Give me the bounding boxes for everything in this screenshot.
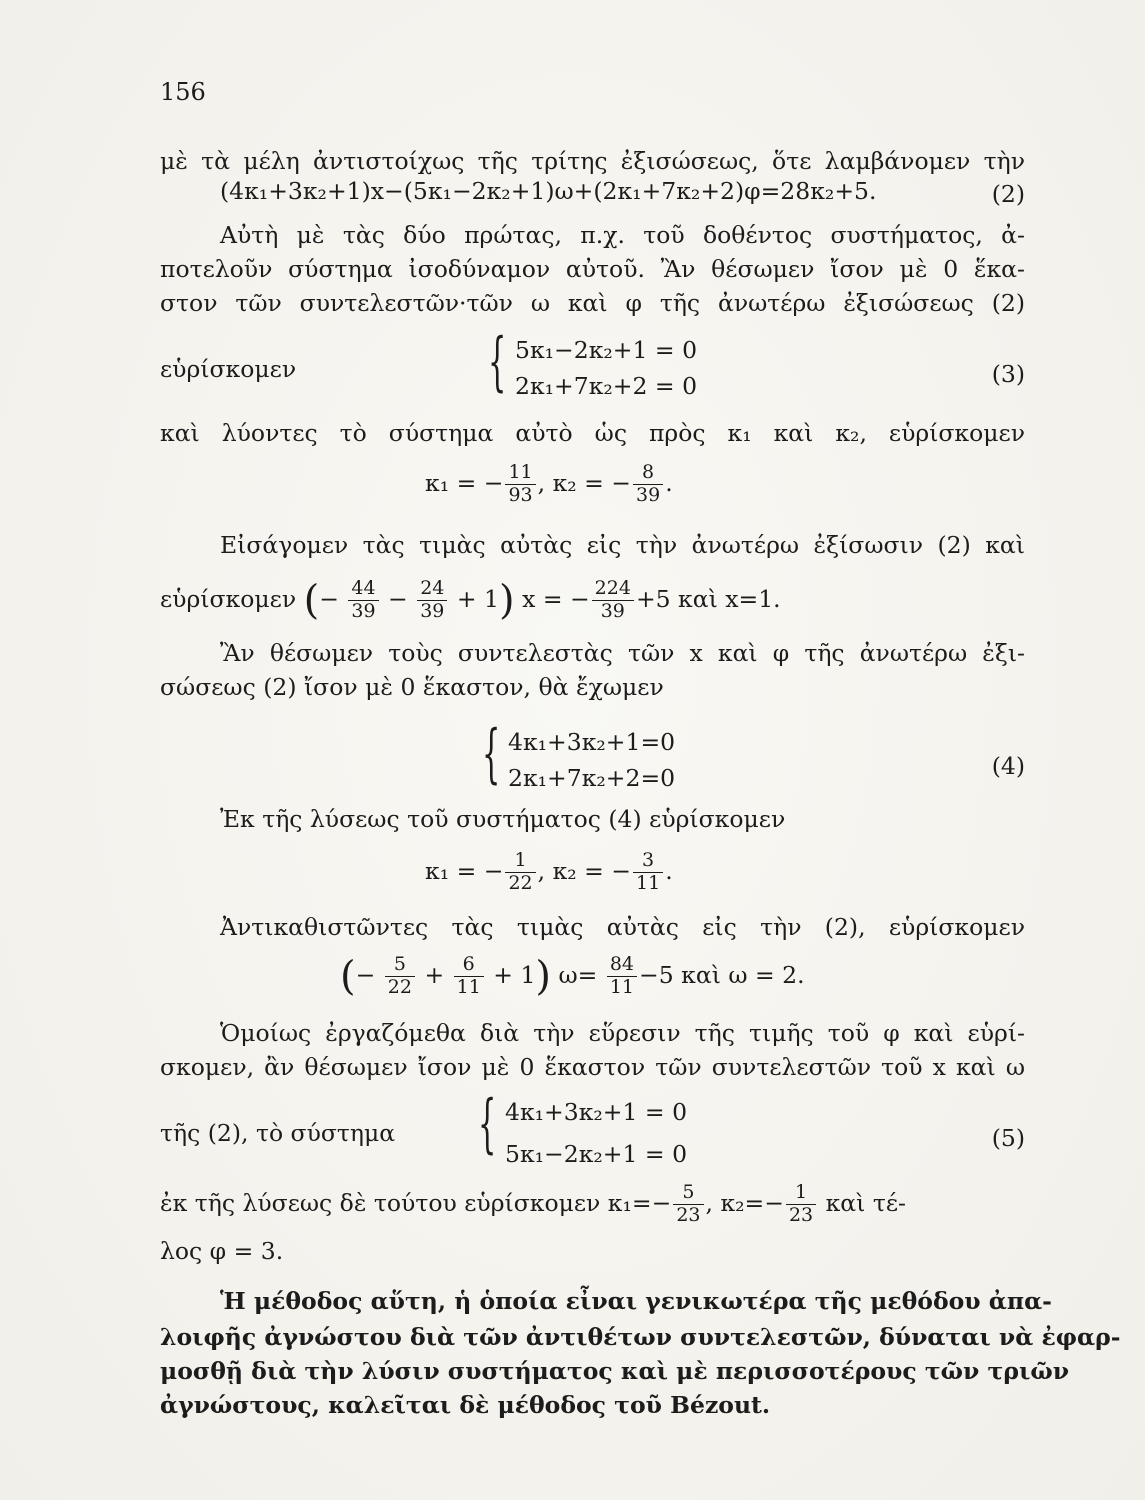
page-number: 156 xyxy=(160,78,206,106)
text-line: ποτελοῦν σύστημα ἰσοδύναμον αὐτοῦ. Ἂν θέσωμεν ἴσον μὲ 0 ἕκα- xyxy=(160,255,1025,283)
substitution-1: εὑρίσκομεν (− $\frac{44}{39}$ − $\frac{24}{39}$ + 1) x = − $\frac{224}{39}$ +5 καὶ x=1. xyxy=(160,577,781,624)
fraction: $\frac{5}{22}$ xyxy=(385,954,415,999)
substitution-2: (− $\frac{5}{22}$ + $\frac{6}{11}$ + 1) ω= $\frac{84}{11}$ −5 καὶ ω = 2. xyxy=(340,953,805,1000)
text-line: λοιφῆς ἀγνώστου διὰ τῶν ἀντιθέτων συντελεστῶν, δύναται νὰ ἐφαρ- xyxy=(160,1323,1121,1351)
system-equation: 4κ₁+3κ₂+1=0 xyxy=(508,728,676,756)
text-line: σώσεως (2) ἴσον μὲ 0 ἕκαστον, θὰ ἔχωμεν xyxy=(160,673,664,701)
text-line: μὲ τὰ μέλη ἀντιστοίχως τῆς τρίτης ἐξισώσεως, ὅτε λαμβάνομεν τὴν xyxy=(160,147,1025,175)
fraction: $\frac{84}{11}$ xyxy=(607,954,637,999)
system-equation: 4κ₁+3κ₂+1 = 0 xyxy=(505,1098,688,1126)
solution-3: κ₁ = − $\frac{11}{93}$ , κ₂ = − $\frac{8}{39}$ . xyxy=(425,461,673,506)
fraction: $\frac{44}{39}$ xyxy=(348,578,378,623)
equation-tag: (4) xyxy=(991,752,1025,780)
fraction: $\frac{6}{11}$ xyxy=(454,954,484,999)
text-line: καὶ λύοντες τὸ σύστημα αὐτὸ ὡς πρὸς κ₁ καὶ κ₂, εὑρίσκομεν xyxy=(160,419,1025,447)
fraction: $\frac{3}{11}$ xyxy=(633,850,663,895)
fraction: $\frac{11}{93}$ xyxy=(505,462,535,507)
brace-icon: { xyxy=(482,717,501,791)
equation-tag: (5) xyxy=(991,1124,1025,1152)
system-label: τῆς (2), τὸ σύστημα xyxy=(160,1119,396,1147)
text-line: στον τῶν συντελεστῶν·τῶν ω καὶ φ τῆς ἀνωτέρω ἐξισώσεως (2) xyxy=(160,289,1025,317)
text-line: λος φ = 3. xyxy=(160,1237,284,1265)
fraction: $\frac{1}{23}$ xyxy=(786,1182,816,1227)
text-line: σκομεν, ἂν θέσωμεν ἴσον μὲ 0 ἕκαστον τῶν συντελεστῶν τοῦ x καὶ ω xyxy=(160,1053,1025,1081)
brace-icon: { xyxy=(478,1087,497,1161)
fraction: $\frac{8}{39}$ xyxy=(633,462,663,507)
text-line: Ἡ μέθοδος αὕτη, ἡ ὁποία εἶναι γενικωτέρα τῆς μεθόδου ἀπα- xyxy=(220,1287,1052,1315)
fraction: $\frac{24}{39}$ xyxy=(417,578,447,623)
text-line: Ἂν θέσωμεν τοὺς συντελεστὰς τῶν x καὶ φ τῆς ἀνωτέρω ἐξι- xyxy=(220,639,1025,667)
text-line: Εἰσάγομεν τὰς τιμὰς αὐτὰς εἰς τὴν ἀνωτέρω ἐξίσωσιν (2) καὶ xyxy=(220,531,1025,559)
text-line: ἀγνώστους, καλεῖται δὲ μέθοδος τοῦ Bézout. xyxy=(160,1391,771,1419)
brace-icon: { xyxy=(488,325,507,399)
solution-4: κ₁ = − $\frac{1}{22}$ , κ₂ = − $\frac{3}{11}$ . xyxy=(425,849,673,894)
equation-tag: (3) xyxy=(991,360,1025,388)
system-equation: 5κ₁−2κ₂+1 = 0 xyxy=(505,1140,688,1168)
fraction: $\frac{1}{22}$ xyxy=(505,850,535,895)
text-line: ἐκ τῆς λύσεως δὲ τούτου εὑρίσκομεν κ₁=− $\frac{5}{23}$ , κ₂=− $\frac{1}{23}$ καὶ τέ- xyxy=(160,1181,906,1226)
system-label: εὑρίσκομεν xyxy=(160,355,297,383)
text-line: μοσθῇ διὰ τὴν λύσιν συστήματος καὶ μὲ περισσοτέρους τῶν τριῶν xyxy=(160,1357,1070,1385)
text-line: Ὁμοίως ἐργαζόμεθα διὰ τὴν εὕρεσιν τῆς τιμῆς τοῦ φ καὶ εὑρί- xyxy=(220,1019,1025,1047)
system-equation: 2κ₁+7κ₂+2=0 xyxy=(508,764,676,792)
text-line: Αὐτὴ μὲ τὰς δύο πρώτας, π.χ. τοῦ δοθέντος συστήματος, ἀ- xyxy=(220,221,1025,249)
equation-tag: (2) xyxy=(991,180,1025,208)
fraction: $\frac{5}{23}$ xyxy=(673,1182,703,1227)
system-equation: 2κ₁+7κ₂+2 = 0 xyxy=(515,372,698,400)
equation-2: (4κ₁+3κ₂+1)x−(5κ₁−2κ₂+1)ω+(2κ₁+7κ₂+2)φ=28κ₂+5. xyxy=(220,177,877,205)
fraction: $\frac{224}{39}$ xyxy=(592,578,634,623)
text-line: Ἀντικαθιστῶντες τὰς τιμὰς αὐτὰς εἰς τὴν (2), εὑρίσκομεν xyxy=(220,913,1025,941)
text-line: Ἐκ τῆς λύσεως τοῦ συστήματος (4) εὑρίσκομεν xyxy=(220,805,786,833)
solution-term: κ₁ = − xyxy=(425,468,504,497)
solution-term: , κ₂ = − xyxy=(537,468,631,497)
system-equation: 5κ₁−2κ₂+1 = 0 xyxy=(515,336,698,364)
